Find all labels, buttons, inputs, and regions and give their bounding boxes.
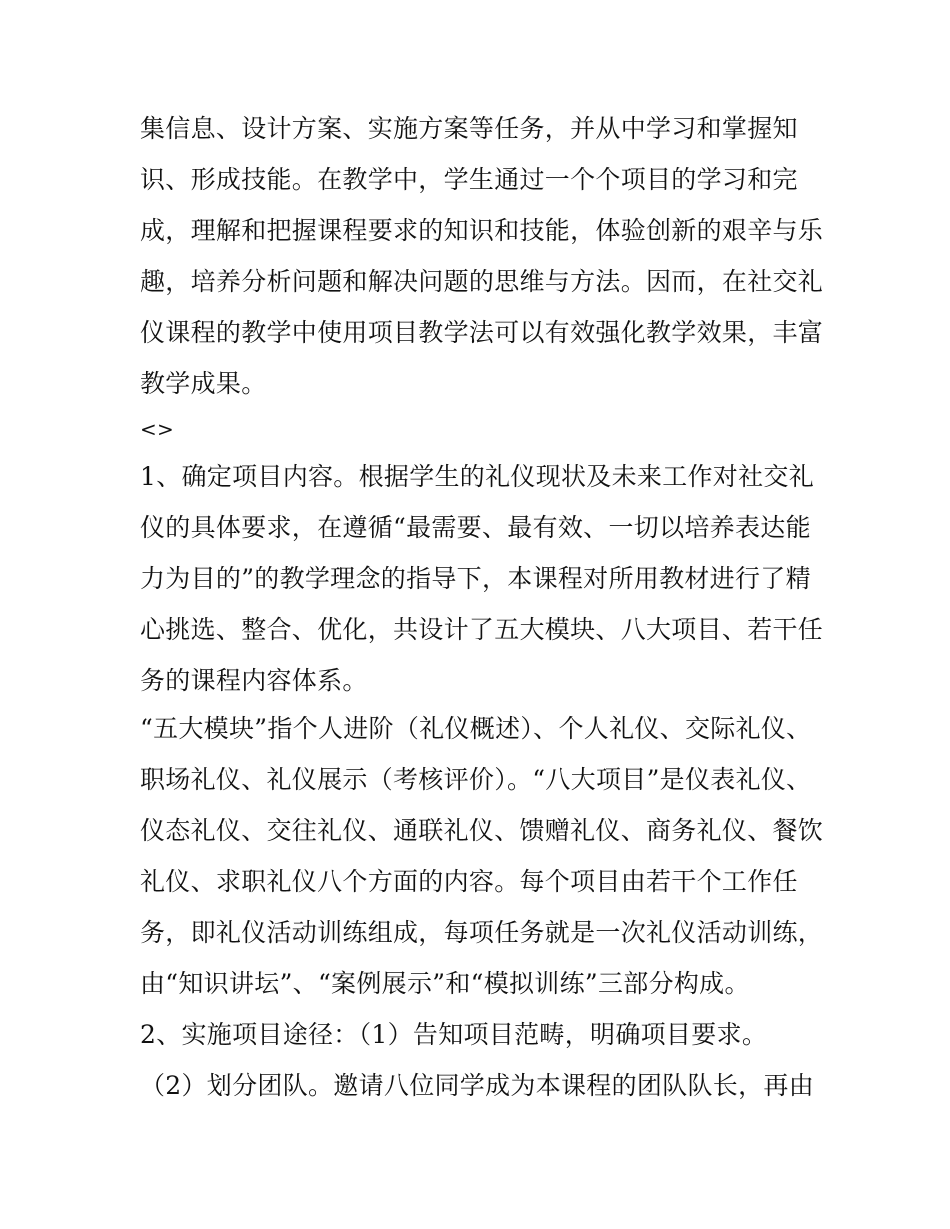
- text-line: 心挑选、整合、优化，共设计了五大模块、八大项目、若干任: [140, 615, 824, 644]
- text-line: 教学成果。: [140, 369, 267, 398]
- text-line: 力为目的”的教学理念的指导下，本课程对所用教材进行了精: [140, 564, 811, 593]
- text-line: 务的课程内容体系。: [140, 666, 368, 695]
- text-line: 礼仪、求职礼仪八个方面的内容。每个项目由若干个工作任: [140, 867, 798, 896]
- text-line: 由“知识讲坛”、“案例展示”和“模拟训练”三部分构成。: [140, 969, 750, 998]
- text-line: 成，理解和把握课程要求的知识和技能，体验创新的艰辛与乐: [140, 216, 824, 245]
- text-line: “五大模块”指个人进阶（礼仪概述）、个人礼仪、交际礼仪、: [140, 714, 812, 743]
- text-line: 职场礼仪、礼仪展示（考核评价）。“八大项目”是仪表礼仪、: [140, 765, 812, 794]
- text-line: 2、实施项目途径：（1）告知项目范畴，明确项目要求。: [140, 1020, 768, 1049]
- text-line: 仪的具体要求，在遵循“最需要、最有效、一切以培养表达能: [140, 513, 811, 542]
- text-line: 趣，培养分析问题和解决问题的思维与方法。因而，在社交礼: [140, 267, 824, 296]
- text-line: 仪课程的教学中使用项目教学法可以有效强化教学效果，丰富: [140, 318, 824, 347]
- text-line: 仪态礼仪、交往礼仪、通联礼仪、馈赠礼仪、商务礼仪、餐饮: [140, 816, 824, 845]
- text-line: （2）划分团队。邀请八位同学成为本课程的团队队长，再由: [140, 1071, 815, 1100]
- text-line: 识、形成技能。在教学中，学生通过一个个项目的学习和完: [140, 165, 798, 194]
- text-line: 集信息、设计方案、实施方案等任务，并从中学习和掌握知: [140, 114, 798, 143]
- section-marker: <>: [140, 417, 175, 441]
- text-line: 1、确定项目内容。根据学生的礼仪现状及未来工作对社交礼: [140, 462, 815, 491]
- text-line: 务，即礼仪活动训练组成，每项任务就是一次礼仪活动训练，: [140, 918, 824, 947]
